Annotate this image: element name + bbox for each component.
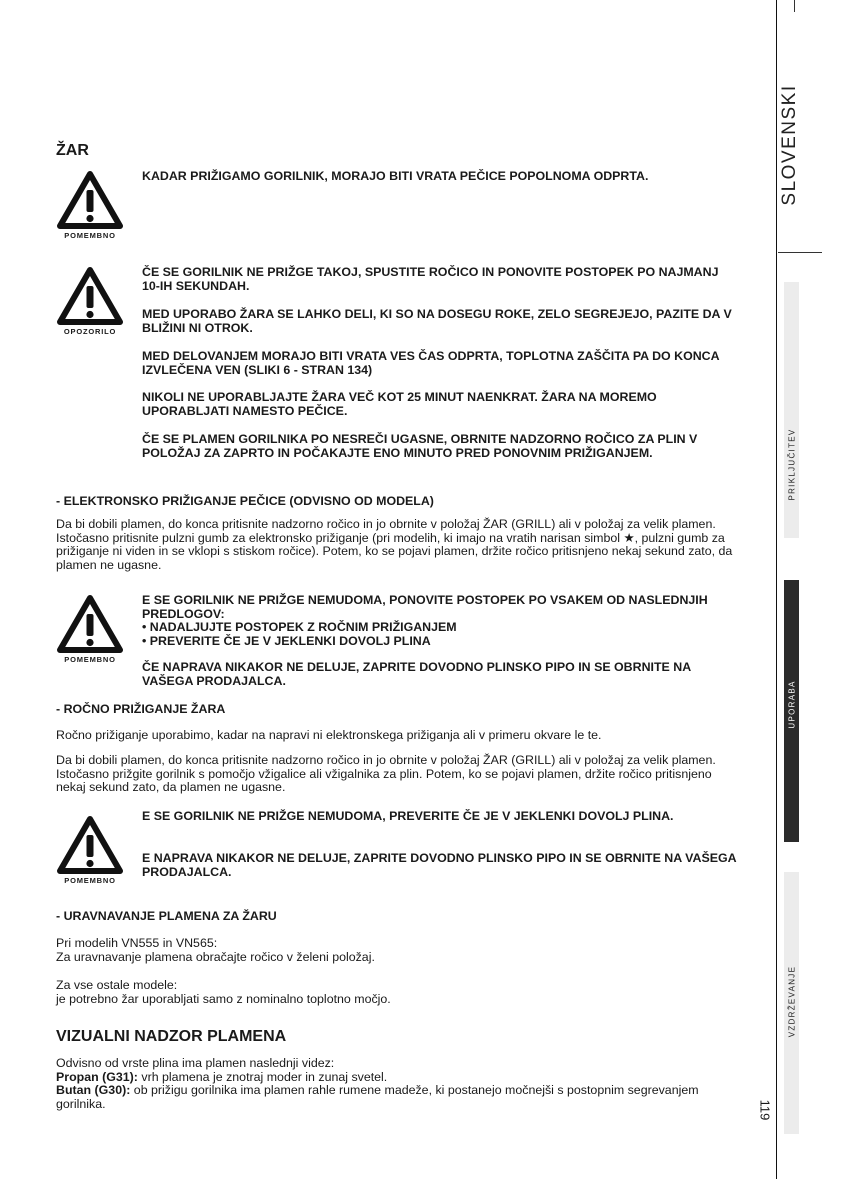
visual-intro: Odvisno od vrste plina ima plamen naslednji videz: [56, 1056, 335, 1070]
warning-text-5: ČE SE PLAMEN GORILNIKA PO NESREČI UGASNE, OBRNITE NADZORNO ROČICO ZA PLIN V POLOŽAJ ZA ZAPRTO IN POČAKAJTE ENO MINUTO PRED PONOVNIM PRIŽIGANJEM. [142, 432, 698, 460]
tab-prikljucitev[interactable] [784, 282, 799, 538]
visual-block [56, 1057, 746, 1111]
butane-label: Butan (G30): [56, 1083, 131, 1098]
warning-icon: OPOZORILO [54, 266, 126, 336]
sidebar-language: SLOVENSKI [779, 84, 800, 206]
flame-adjust-models-a: Pri modelih VN555 in VN565: [56, 936, 218, 950]
warning-text-3: MED DELOVANJEM MORAJO BITI VRATA VES ČAS ODPRTA, TOPLOTNA ZAŠČITA PA DO KONCA IZVLEČENA VEN (SLIKI 6 - STRAN 134) [142, 349, 720, 377]
sidebar-top-line [794, 0, 795, 12]
important-bullet-1: • NADALJUJTE POSTOPEK Z ROČNIM PRIŽIGANJEM [142, 620, 457, 635]
important-icon-2: POMEMBNO [54, 594, 126, 664]
sidebar-language-divider [778, 252, 822, 253]
important-text-3b: E NAPRAVA NIKAKOR NE DELUJE, ZAPRITE DOVODNO PLINSKO PIPO IN SE OBRNITE NA VAŠEGA PRODAJALCA. [142, 851, 737, 879]
flame-adjust-models-a-text: Za uravnavanje plamena obračajte ročico v želeni položaj. [56, 949, 375, 964]
warning-triangle-icon [56, 266, 124, 326]
tab-prikljucitev-label: PRIKLJUČITEV [787, 428, 796, 501]
visual-propane [56, 1071, 746, 1085]
warning-text-4: NIKOLI NE UPORABLJAJTE ŽARA VEČ KOT 25 MINUT NAENKRAT. ŽARA NA MOREMO UPORABLJATI NAMESTO PEČICE. [142, 390, 657, 418]
important-text-2a: E SE GORILNIK NE PRIŽGE NEMUDOMA, PONOVITE POSTOPEK PO VSAKEM OD NASLEDNJIH PREDLOGOV: [142, 593, 708, 621]
butane-text: ob prižigu gorilnika ima plamen rahle rumene madeže, ki postanejo močnejši s postopnim segrevanjem gorilnika. [56, 1083, 699, 1111]
important-block-2 [142, 594, 722, 689]
flame-adjust-heading: - URAVNAVANJE PLAMENA ZA ŽARU [56, 909, 277, 923]
flame-adjust-block-a [56, 937, 736, 964]
manual-text-2: Da bi dobili plamen, do konca pritisnite nadzorno ročico in jo obrnite v položaj ŽAR (GRILL) ali v položaj za velik plamen. Istočasno prižgite gorilnik s pomočjo vžigalice ali vžigalnika za plin. Potem, ko se pojavi plamen, držite ročico pritisnjeno nekaj sekund zato, da plamen ne ugasne. [56, 753, 716, 795]
tab-vzdrzevanje[interactable] [784, 872, 799, 1134]
page-number: 119 [757, 1099, 773, 1121]
visual-butane [56, 1084, 746, 1111]
electronic-heading: - ELEKTRONSKO PRIŽIGANJE PEČICE (ODVISNO OD MODELA) [56, 494, 434, 508]
section-title-grill: ŽAR [56, 142, 89, 159]
warning-text-2: MED UPORABO ŽARA SE LAHKO DELI, KI SO NA DOSEGU ROKE, ZELO SEGREJEJO, PAZITE DA V BLIŽINI NI OTROK. [142, 307, 732, 335]
propane-text: vrh plamena je znotraj moder in zunaj svetel. [137, 1069, 388, 1084]
warning-triangle-icon [56, 170, 124, 230]
important-text-3a: E SE GORILNIK NE PRIŽGE NEMUDOMA, PREVERITE ČE JE V JEKLENKI DOVOLJ PLINA. [142, 809, 674, 823]
important-icon-3: POMEMBNO [54, 815, 126, 885]
warning-triangle-icon [56, 815, 124, 875]
important-text-2b: ČE NAPRAVA NIKAKOR NE DELUJE, ZAPRITE DOVODNO PLINSKO PIPO IN SE OBRNITE NA VAŠEGA PRODAJALCA. [142, 660, 691, 688]
important-text-1: KADAR PRIŽIGAMO GORILNIK, MORAJO BITI VRATA PEČICE POPOLNOMA ODPRTA. [142, 169, 649, 183]
flame-adjust-models-b-text: je potrebno žar uporabljati samo z nominalno toplotno močjo. [56, 991, 391, 1006]
flame-adjust-block-b [56, 979, 736, 1006]
warning-triangle-icon [56, 594, 124, 654]
manual-text-1: Ročno prižiganje uporabimo, kadar na napravi ni elektronskega prižiganja ali v primeru okvare le te. [56, 728, 602, 742]
manual-heading: - ROČNO PRIŽIGANJE ŽARA [56, 702, 226, 716]
warning-text-1: ČE SE GORILNIK NE PRIŽGE TAKOJ, SPUSTITE ROČICO IN PONOVITE POSTOPEK PO NAJMANJ 10-IH SEKUNDAH. [142, 265, 719, 293]
tab-uporaba[interactable] [784, 580, 799, 842]
visual-title: VIZUALNI NADZOR PLAMENA [56, 1028, 287, 1045]
electronic-text: Da bi dobili plamen, do konca pritisnite nadzorno ročico in jo obrnite v položaj ŽAR (GRILL) ali v položaj za velik plamen. Istočasno pritisnite pulzni gumb za elektronsko prižiganje (pri modelih, ki imajo na vratih narisan simbol ★, pulzni gumb za prižiganje ni viden in se vklopi s stiskom ročice). Potem, ko se pojavi plamen, držite ročico pritisnjeno nekaj sekund zato, da plamen ne ugasne. [56, 517, 733, 572]
important-bullet-2: • PREVERITE ČE JE V JEKLENKI DOVOLJ PLINA [142, 633, 431, 648]
important-icon-1: POMEMBNO [54, 170, 126, 240]
tab-vzdrzevanje-label: VZDRŽEVANJE [787, 965, 796, 1038]
tab-uporaba-label: UPORABA [787, 680, 796, 729]
propane-label: Propan (G31): [56, 1069, 138, 1084]
flame-adjust-models-b: Za vse ostale modele: [56, 978, 178, 992]
